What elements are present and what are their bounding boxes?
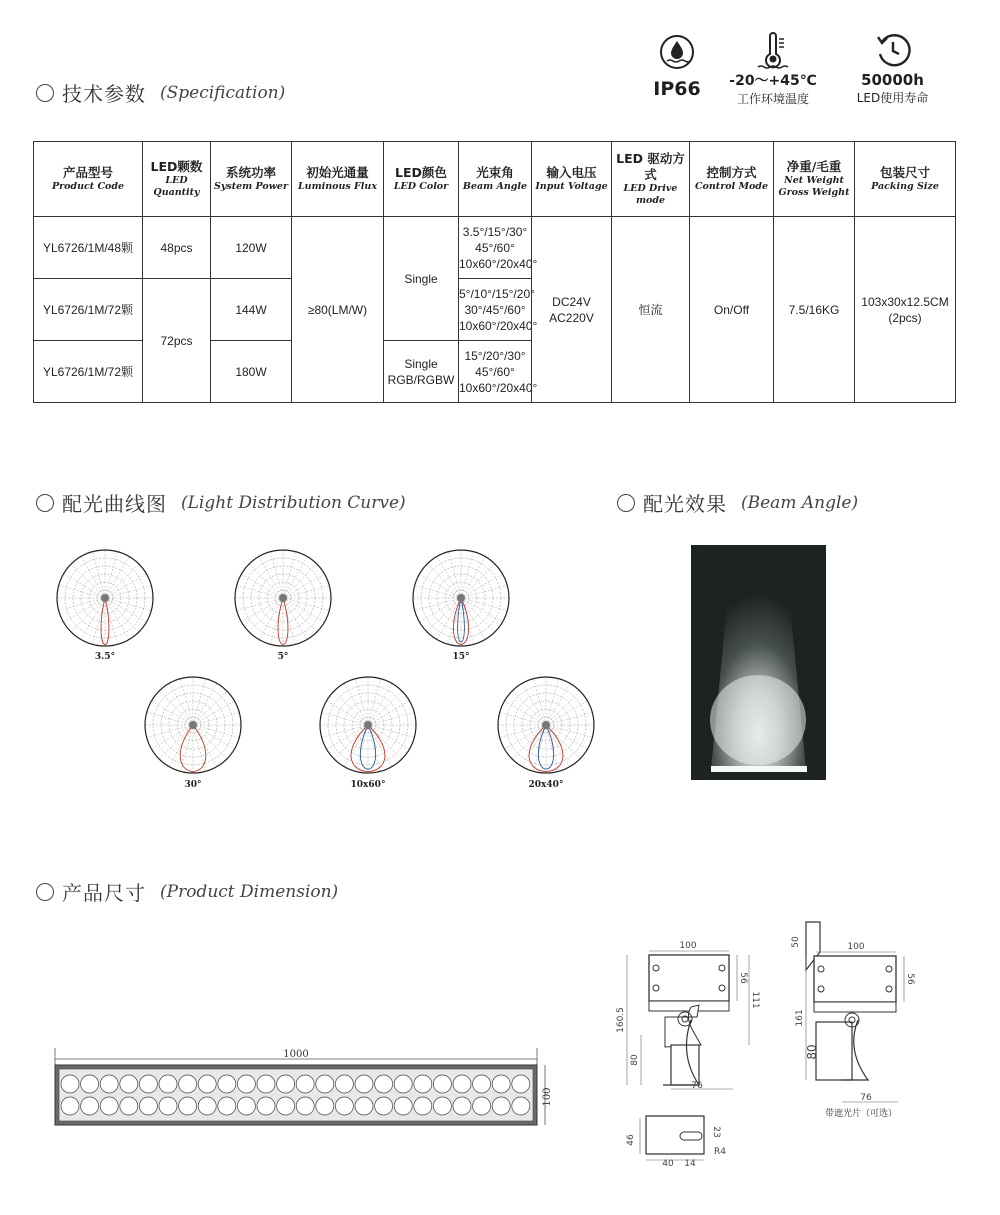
dim-b-56: 56 xyxy=(905,973,915,985)
bullet-circle-icon xyxy=(36,494,54,512)
dim-bracket-r4: R4 xyxy=(714,1147,726,1157)
led-lens xyxy=(139,1075,157,1093)
header-cell: 系统功率 System Power xyxy=(211,142,292,217)
weight-cell: 7.5/16KG xyxy=(774,217,855,403)
header-cell: LED颗数 LED Quantity xyxy=(143,142,211,217)
polar-diagrams xyxy=(0,530,620,800)
led-lens xyxy=(159,1097,177,1115)
polar-diagram xyxy=(320,677,416,773)
led-lens xyxy=(473,1075,491,1093)
dim-a-76: 76 xyxy=(691,1081,703,1091)
temp-range: -20～+45℃ xyxy=(729,73,817,89)
spec-title-zh: 技术参数 xyxy=(62,82,146,106)
led-lens xyxy=(335,1097,353,1115)
polar-label: 5° xyxy=(277,652,289,662)
led-lens xyxy=(375,1097,393,1115)
dim-bracket-14: 14 xyxy=(684,1159,696,1169)
spec-section-title xyxy=(36,78,285,107)
led-lens xyxy=(414,1097,432,1115)
side-view-a-drawing xyxy=(613,935,768,1095)
led-lens xyxy=(277,1075,295,1093)
polar-label: 15° xyxy=(452,652,470,662)
led-lens xyxy=(100,1075,118,1093)
dim-b-top: 100 xyxy=(847,942,865,952)
led-lens xyxy=(453,1097,471,1115)
led-lens xyxy=(512,1075,530,1093)
color-cell: Single RGB/RGBW xyxy=(384,341,459,403)
header-cell: 净重/毛重 Net Weight Gross Weight xyxy=(774,142,855,217)
led-lens xyxy=(120,1097,138,1115)
dim-b-50: 50 xyxy=(791,936,801,948)
led-lens xyxy=(159,1075,177,1093)
bullet-circle-icon xyxy=(36,883,54,901)
color-cell: Single xyxy=(384,217,459,341)
led-lens xyxy=(139,1097,157,1115)
bullet-circle-icon xyxy=(617,494,635,512)
power-cell: 180W xyxy=(211,341,292,403)
drive-cell: 恒流 xyxy=(612,217,690,403)
led-lens xyxy=(61,1075,79,1093)
led-lens xyxy=(218,1097,236,1115)
polar-diagram xyxy=(235,550,331,646)
led-lens xyxy=(414,1075,432,1093)
dim-length: 1000 xyxy=(283,1049,309,1060)
dim-bracket-40: 40 xyxy=(662,1159,674,1169)
led-lens xyxy=(433,1097,451,1115)
power-cell: 144W xyxy=(211,279,292,341)
spec-title-en: (Specification) xyxy=(160,82,286,103)
led-lens xyxy=(433,1075,451,1093)
led-lens xyxy=(355,1075,373,1093)
led-lens xyxy=(316,1075,334,1093)
dim-bracket-46: 46 xyxy=(626,1134,636,1146)
led-lens xyxy=(473,1097,491,1115)
thermometer-icon xyxy=(753,30,793,70)
power-cell: 120W xyxy=(211,217,292,279)
led-lens xyxy=(237,1075,255,1093)
polar-label: 30° xyxy=(184,780,202,790)
dimension-title-en: (Product Dimension) xyxy=(160,881,339,902)
led-lens xyxy=(492,1075,510,1093)
voltage-cell: DC24V AC220V xyxy=(532,217,612,403)
ip66-badge xyxy=(647,34,707,100)
qty-cell: 72pcs xyxy=(143,279,211,403)
front-view-drawing xyxy=(40,1040,560,1130)
product-code-cell: YL6726/1M/72颗 xyxy=(34,341,143,403)
table-header-row xyxy=(34,142,956,217)
led-lens xyxy=(355,1097,373,1115)
curve-title-en: (Light Distribution Curve) xyxy=(181,492,406,513)
polar-label: 20x40° xyxy=(528,780,564,790)
led-lens xyxy=(100,1097,118,1115)
dim-a-160: 160.5 xyxy=(616,1007,626,1033)
curve-title-zh: 配光曲线图 xyxy=(62,492,167,516)
dim-a-111: 111 xyxy=(750,991,760,1009)
polar-diagram xyxy=(413,550,509,646)
bracket-detail-drawing xyxy=(618,1108,728,1173)
led-lens xyxy=(198,1075,216,1093)
led-lens xyxy=(179,1075,197,1093)
polar-diagram xyxy=(57,550,153,646)
led-lens xyxy=(394,1075,412,1093)
clock-icon xyxy=(875,32,911,68)
beam-cell: 15°/20°/30° 45°/60° 10x60°/20x40° xyxy=(459,341,532,403)
led-lens xyxy=(453,1075,471,1093)
led-lens xyxy=(296,1075,314,1093)
temp-label: 工作环境温度 xyxy=(736,92,809,106)
lifetime-badge xyxy=(845,32,940,106)
product-code-cell: YL6726/1M/48颗 xyxy=(34,217,143,279)
led-lens xyxy=(257,1097,275,1115)
dim-b-76: 76 xyxy=(860,1093,872,1103)
led-lens xyxy=(375,1075,393,1093)
qty-cell: 48pcs xyxy=(143,217,211,279)
beam-cell: 3.5°/15°/30° 45°/60° 10x60°/20x40° xyxy=(459,217,532,279)
dimension-title-zh: 产品尺寸 xyxy=(62,881,146,905)
product-code-cell: YL6726/1M/72颗 xyxy=(34,279,143,341)
beam-cell: 5°/10°/15°/20° 30°/45°/60° 10x60°/20x40° xyxy=(459,279,532,341)
header-cell: 输入电压 Input Voltage xyxy=(532,142,612,217)
shade-note: 带遮光片（可选） xyxy=(824,1109,898,1119)
led-lens xyxy=(296,1097,314,1115)
led-lens xyxy=(81,1097,99,1115)
flux-cell: ≥80(LM/W) xyxy=(292,217,384,403)
dimension-section-title xyxy=(36,877,338,906)
dim-b-161: 161 xyxy=(795,1009,805,1027)
spec-table xyxy=(33,141,956,403)
dim-a-56: 56 xyxy=(738,972,748,984)
control-cell: On/Off xyxy=(690,217,774,403)
life-hours: 50000h xyxy=(861,71,924,89)
side-view-b-drawing xyxy=(786,920,926,1120)
led-lens xyxy=(335,1075,353,1093)
header-cell: 光束角 Beam Angle xyxy=(459,142,532,217)
beam-section-title xyxy=(617,488,858,517)
header-cell: 初始光通量 Luminous Flux xyxy=(292,142,384,217)
led-lens xyxy=(394,1097,412,1115)
ip-rating: IP66 xyxy=(653,78,701,100)
polar-diagram xyxy=(498,677,594,773)
led-lens xyxy=(120,1075,138,1093)
led-lens xyxy=(257,1075,275,1093)
header-cell: LED 驱动方式 LED Drive mode xyxy=(612,142,690,217)
led-lens xyxy=(512,1097,530,1115)
led-lens xyxy=(218,1075,236,1093)
led-lens xyxy=(277,1097,295,1115)
dim-a-top: 100 xyxy=(679,941,697,951)
beam-title-en: (Beam Angle) xyxy=(741,492,859,513)
life-label: LED使用寿命 xyxy=(856,91,929,105)
led-lens xyxy=(179,1097,197,1115)
polar-diagram xyxy=(145,677,241,773)
led-lens xyxy=(198,1097,216,1115)
temperature-badge xyxy=(723,30,823,107)
led-lens xyxy=(61,1097,79,1115)
polar-label: 3.5° xyxy=(94,652,116,662)
header-cell: LED颜色 LED Color xyxy=(384,142,459,217)
dim-bracket-23: 23 xyxy=(711,1126,721,1138)
dim-a-80: 80 xyxy=(630,1054,640,1066)
curve-section-title xyxy=(36,488,406,517)
dim-b-80: 80 xyxy=(805,1044,819,1060)
header-cell: 包装尺寸 Packing Size xyxy=(855,142,956,217)
led-lens xyxy=(492,1097,510,1115)
bullet-circle-icon xyxy=(36,84,54,102)
led-lens xyxy=(237,1097,255,1115)
packing-cell: 103x30x12.5CM (2pcs) xyxy=(855,217,956,403)
led-lens xyxy=(316,1097,334,1115)
table-row xyxy=(34,217,956,279)
header-cell: 控制方式 Control Mode xyxy=(690,142,774,217)
header-cell: 产品型号 Product Code xyxy=(34,142,143,217)
beam-title-zh: 配光效果 xyxy=(643,492,727,516)
beam-effect-photo xyxy=(691,545,826,780)
polar-label: 10x60° xyxy=(350,780,386,790)
dim-height: 100 xyxy=(542,1087,553,1107)
led-lens xyxy=(81,1075,99,1093)
water-drop-icon xyxy=(659,34,695,70)
